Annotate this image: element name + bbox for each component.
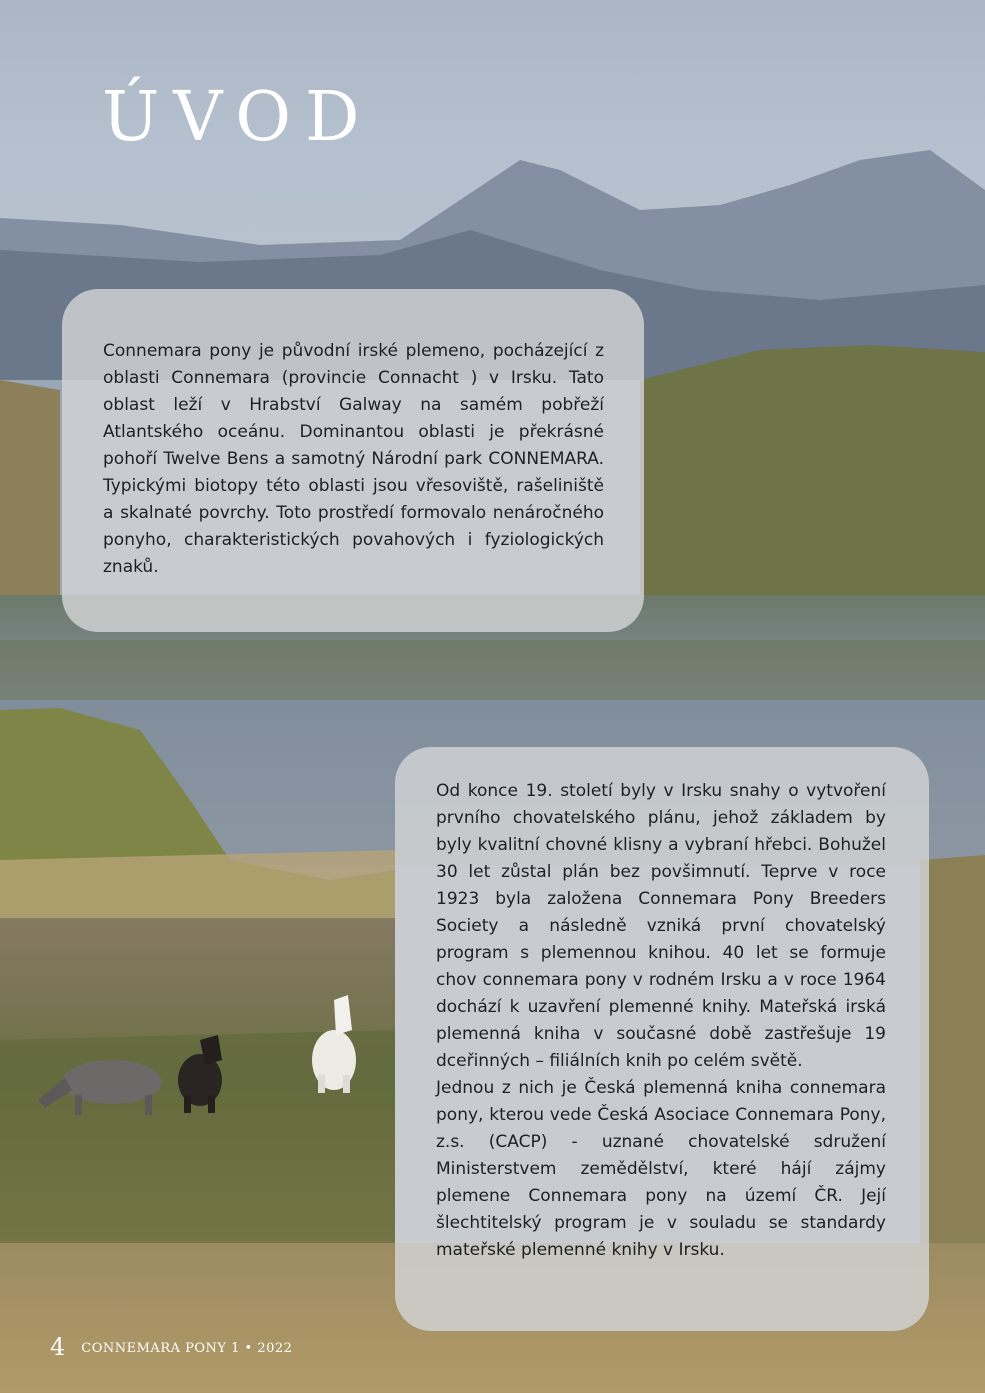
intro-card [62,289,644,632]
history-paragraph-1: Od konce 19. století byly v Irsku snahy o vytvoření prvního chovatelského plánu, jehož základem by byly kvalitní chovné klisny a vybraní hřebci. Bohužel 30 let zůstal plán bez povšimnutí. Teprve v roce 1923 byla založena Connemara Pony Breeders Society a následně vzniká první chovatelský program s plemennou knihou. 40 let se formuje chov connemara pony v rodném Irsku a v roce 1964 dochází k uzavření plemenné knihy. Mateřská irská plemenná kniha v současné době zastřešuje 19 dceřinných – filiálních knih po celém světě. [436,781,886,1071]
history-card [395,747,929,1331]
running-title: CONNEMARA PONY 1 • 2022 [81,1341,293,1356]
right-hill [640,345,985,610]
page-footer [50,1334,292,1360]
lake-reflection [0,640,985,700]
page-number: 4 [50,1333,66,1361]
left-hill [0,380,60,600]
history-paragraph-2: Jednou z nich je Česká plemenná kniha connemara pony, kterou vede Česká Asociace Connemara Pony, z.s. (CACP) - uznané chovatelské sdružení Ministerstvem zemědělství, které hájí zájmy plemene Connemara pony na území ČR. Její šlechtitelský program je v souladu se standardy mateřské plemenné knihy v Irsku. [436,1078,886,1260]
page-title: ÚVOD [102,78,374,157]
intro-text: Connemara pony je původní irské plemeno, pocházející z oblasti Connemara (provincie Connacht ) v Irsku. Tato oblast leží v Hrabství Galway na samém pobřeží Atlantského oceánu. Dominantou oblasti je překrásné pohoří Twelve Bens a samotný Národní park CONNEMARA. Typickými biotopy této oblasti jsou vřesoviště, rašeliniště a skalnaté povrchy. Toto prostředí formovalo nenáročného ponyho, charakteristických povahových i fyziologických znaků. [103,341,604,577]
dry-grass [0,850,395,920]
